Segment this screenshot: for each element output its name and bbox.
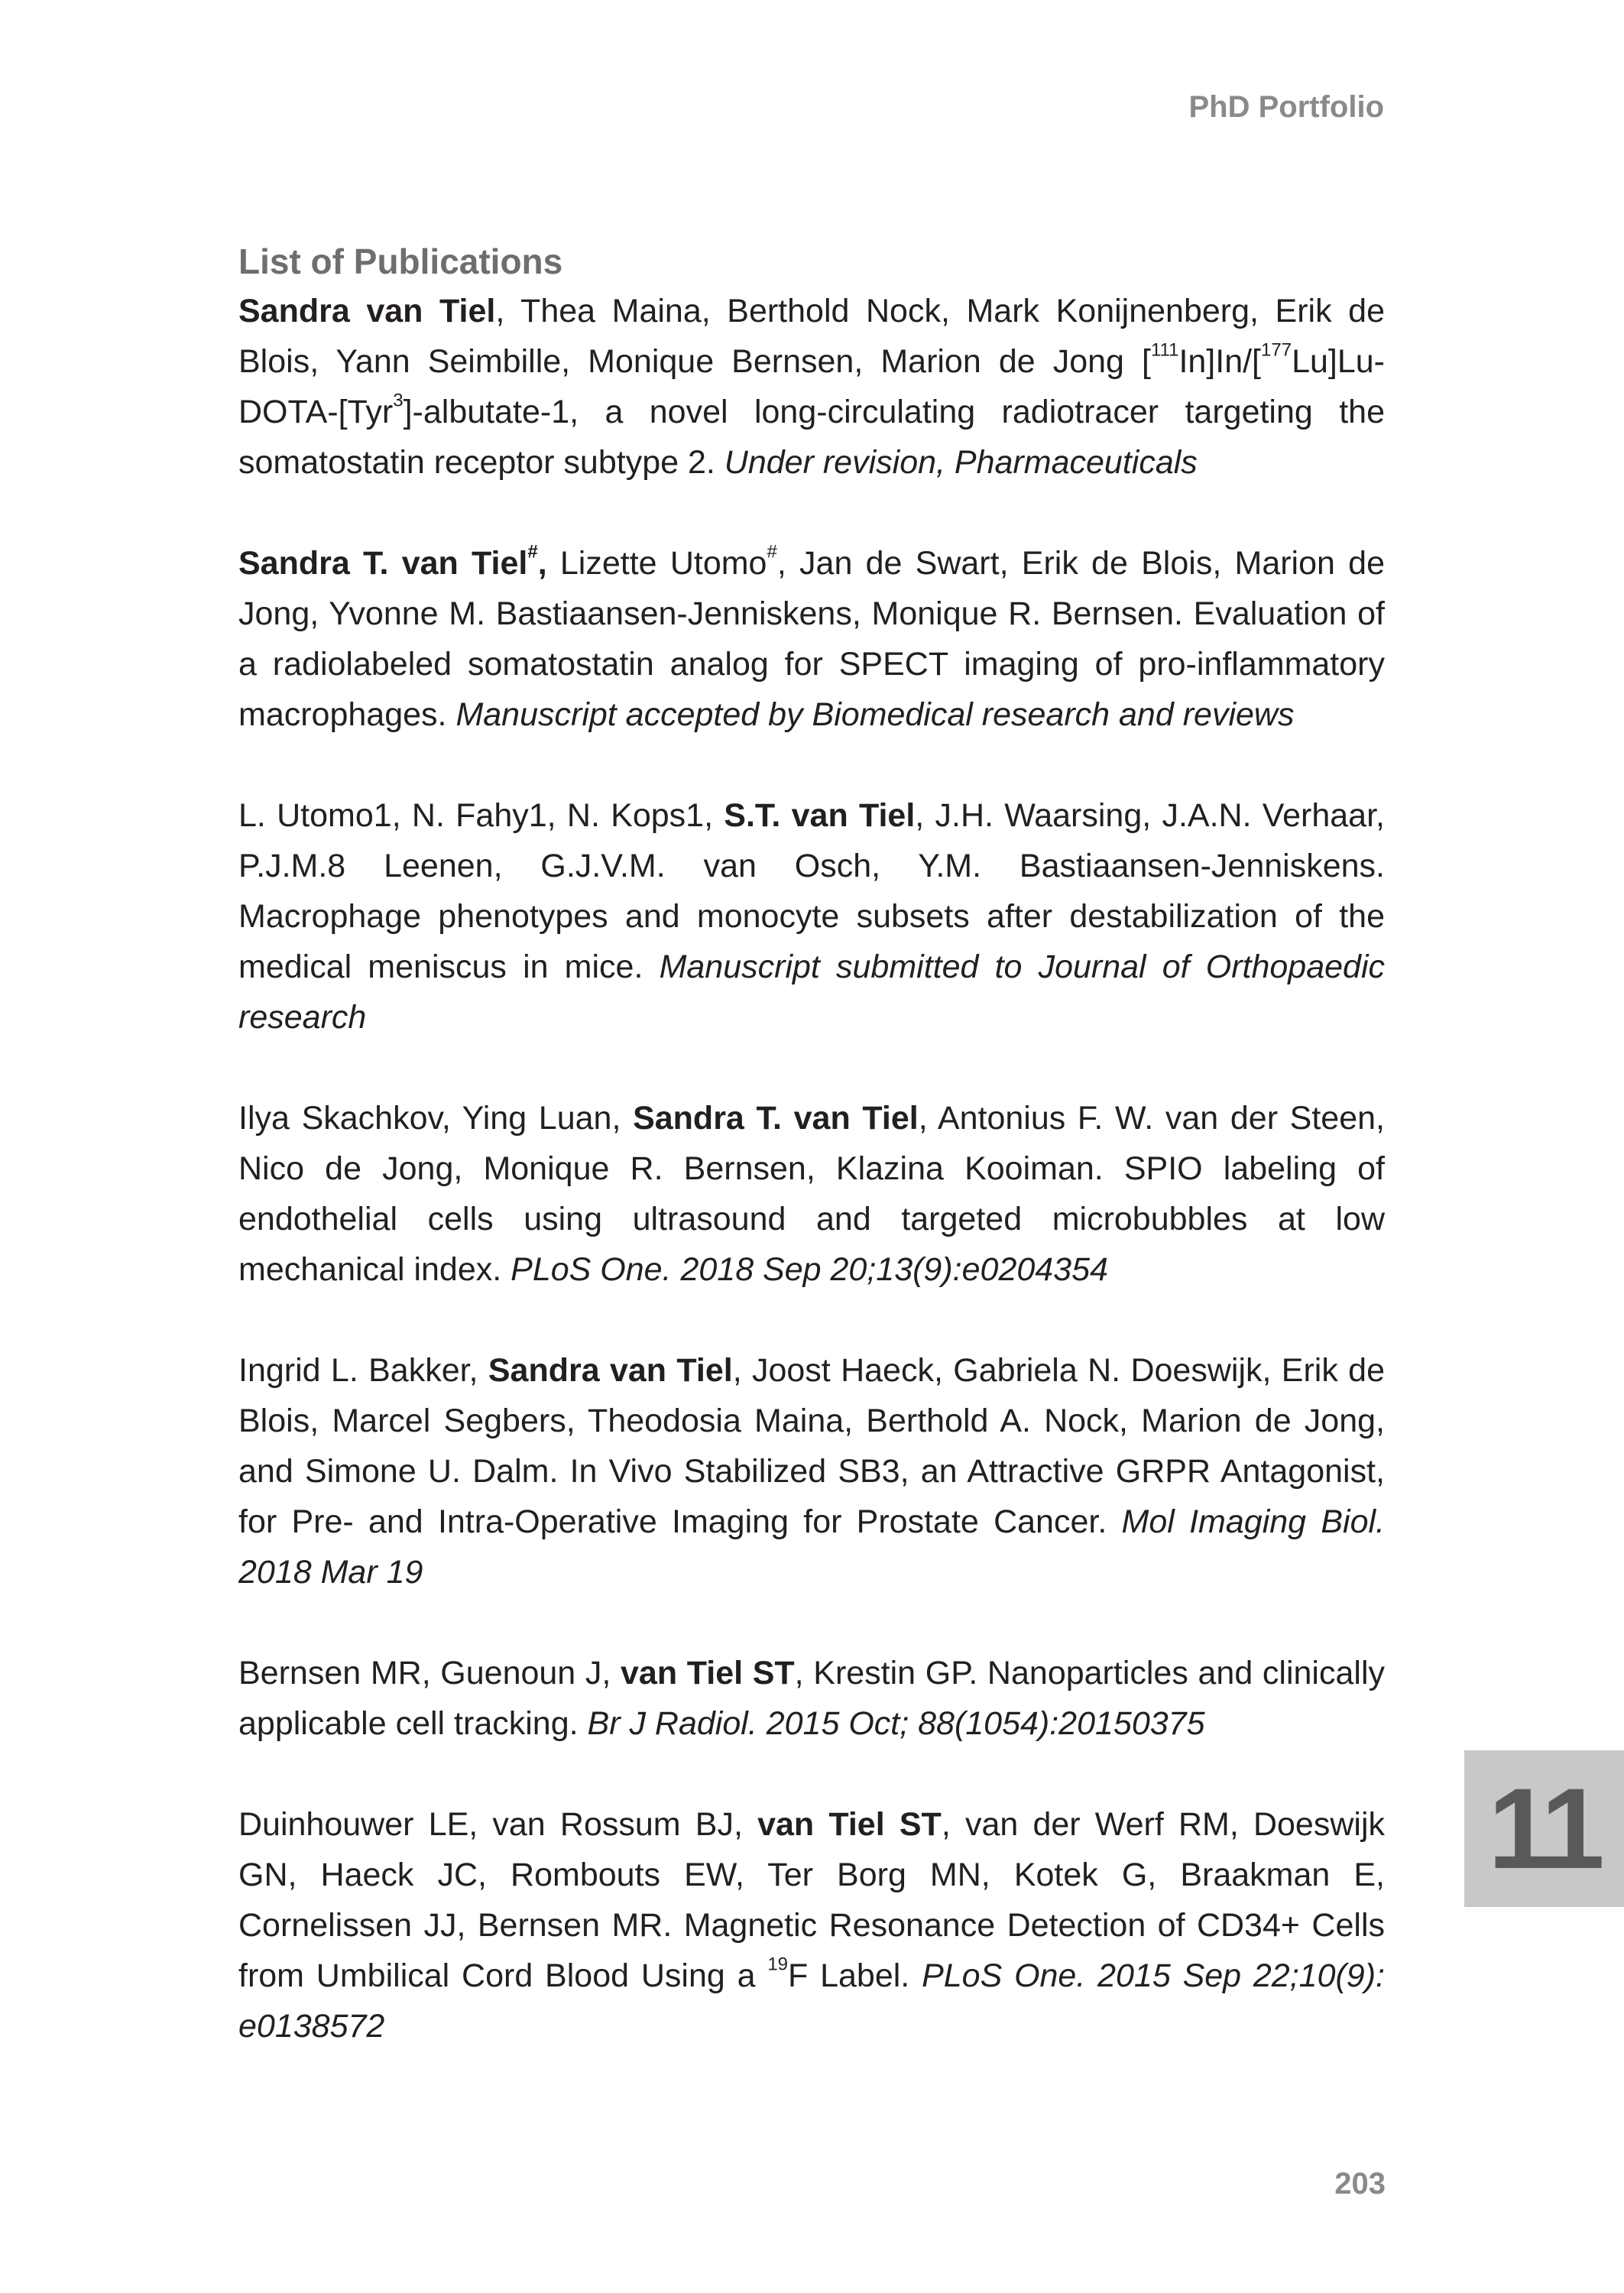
authors-and-title: , Jan de Swart, Erik de Blois, Marion de Jong, Yvonne M. Bastiaansen-Jenniskens, Monique R. Bernsen. Evaluation of a radiolabeled somatostatin analog for SPECT imaging of pro-inflammatory macrophages. [238,545,1386,733]
coauthors: Bernsen MR, Guenoun J, [238,1655,621,1691]
self-author: Sandra T. van Tiel [238,545,528,582]
title-fragment: In]In/[ [1178,343,1262,380]
publication-venue: Br J Radiol. 2015 Oct; 88(1054):20150375 [587,1705,1205,1742]
publication-venue: Manuscript accepted by Biomedical research and reviews [455,696,1295,733]
publication-venue: Mol Imaging Biol. 2018 Mar 19 [238,1503,1385,1591]
section-title: List of Publications [238,242,563,281]
publication-entry [238,1648,1385,1749]
coauthors: L. Utomo1, N. Fahy1, N. Kops1, [238,797,724,834]
publication-entry [238,538,1385,740]
coauthor: Lizette Utomo [546,545,767,582]
self-author: S.T. van Tiel [724,797,916,834]
publication-entry [238,790,1385,1043]
publication-venue: Under revision, Pharmaceuticals [724,444,1198,481]
publication-entry [238,1093,1385,1295]
publication-entry [238,286,1385,488]
self-author: Sandra van Tiel [488,1352,733,1389]
chapter-number: 11 [1488,1764,1600,1892]
coauthors: Ilya Skachkov, Ying Luan, [238,1100,634,1137]
title-fragment: Lu]Lu-DOTA-[Tyr [238,343,1385,430]
authors-and-title: , J.H. Waarsing, J.A.N. Verhaar, P.J.M.8 Leenen, G.J.V.M. van Osch, Y.M. Bastiaansen-Jenniskens. Macrophage phenotypes and monocyte subsets after destabilization of the medical meniscus in mice. [238,797,1385,985]
publication-venue: Manuscript submitted to Journal of Orthopaedic research [238,949,1385,1036]
publication-entry [238,1799,1385,2051]
coauthors: Duinhouwer LE, van Rossum BJ, [238,1806,758,1843]
superscript: 3 [393,390,404,411]
superscript: 177 [1261,339,1292,361]
superscript: 111 [1150,339,1179,361]
page-number: 203 [1334,2167,1386,2201]
title-fragment: F Label. [788,1957,922,1994]
authors-and-title: , Joost Haeck, Gabriela N. Doeswijk, Erik de Blois, Marcel Segbers, Theodosia Maina, Berthold A. Nock, Marion de Jong, and Simone U. Dalm. In Vivo Stabilized SB3, an Attractive GRPR Antagonist, for Pre- and Intra-Operative Imaging for Prostate Cancer. [238,1352,1385,1540]
publication-list [238,237,1385,2102]
coauthors: , Thea Maina, Berthold Nock, Mark Konijnenberg, Erik de Blois, Yann Seimbille, Monique Bernsen, Marion de Jong [ [238,293,1385,380]
comma: , [537,545,547,582]
publication-entry [238,1345,1385,1597]
authors-and-title: , Antonius F. W. van der Steen, Nico de Jong, Monique R. Bernsen, Klazina Kooiman. SPIO labeling of endothelial cells using ultrasound and targeted microbubbles at low mechanical index. [238,1100,1385,1288]
self-author: Sandra van Tiel [238,293,496,329]
publication-venue: PLoS One. 2015 Sep 22;10(9): e0138572 [238,1957,1385,2045]
publication-title: ]-albutate-1, a novel long-circulating radiotracer targeting the somatostatin receptor subtype 2. [238,394,1385,481]
authors-and-title: , Krestin GP. Nanoparticles and clinically applicable cell tracking. [238,1655,1386,1742]
self-author: Sandra T. van Tiel [633,1100,919,1137]
equal-contribution-mark: # [767,541,777,563]
superscript: 19 [767,1954,789,1975]
self-author: van Tiel ST [621,1655,795,1691]
self-author: van Tiel ST [757,1806,942,1843]
coauthors: Ingrid L. Bakker, [238,1352,488,1389]
equal-contribution-mark: # [527,541,538,563]
publication-venue: PLoS One. 2018 Sep 20;13(9):e0204354 [511,1251,1108,1288]
running-header-title: PhD Portfolio [1188,90,1384,124]
chapter-tab [1464,1750,1624,1907]
authors-and-title: , van der Werf RM, Doeswijk GN, Haeck JC, Rombouts EW, Ter Borg MN, Kotek G, Braakman E, Cornelissen JJ, Bernsen MR. Magnetic Resonance Detection of CD34+ Cells from Umbilical Cord Blood Using a [238,1806,1386,1994]
